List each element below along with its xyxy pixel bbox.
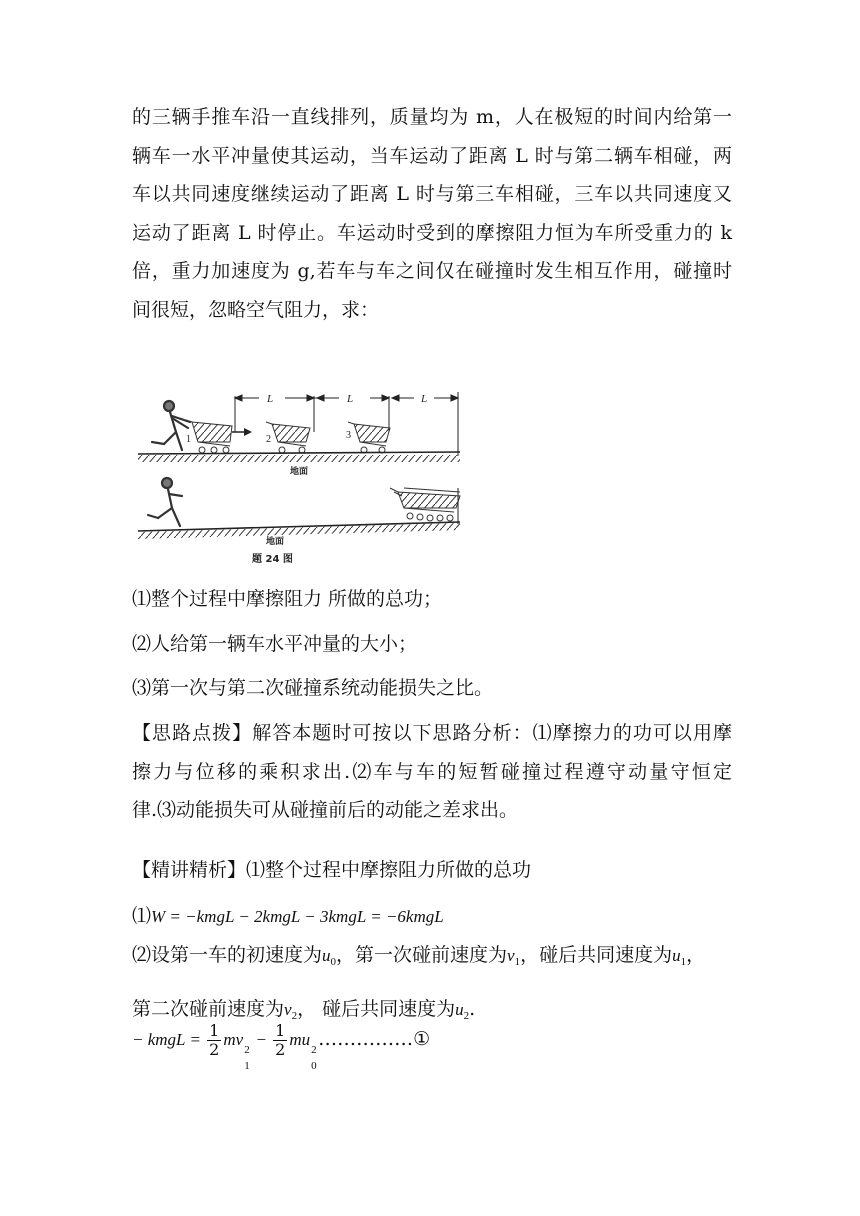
ground-line [138,522,460,539]
ground-label: 地面 [266,537,285,547]
equation-number: ……………① [318,1028,431,1050]
cart-label: 1 [186,434,191,445]
equation-1 [132,897,732,937]
distance-label: L [347,393,354,405]
fraction-half: $\frac{1}{2}$ [275,1020,286,1059]
eq2-mv: mv 2 1 [223,1030,250,1072]
text-run: ⑵设第一车的初速度为 [132,944,323,966]
stacked-carts-icon [390,488,460,521]
text-run: ，第一次碰前速度为 [336,944,508,966]
problem-line: 倍，重力加速度为 g,若车与车之间仅在碰撞时发生相互作用，碰撞时 [132,260,732,282]
hint-section [132,714,732,830]
equation-2 [132,1020,732,1072]
var-v1: $v_1$ [507,946,521,968]
distance-label: L [421,393,428,405]
cart-label: 2 [266,434,271,445]
cart-icon [266,422,310,453]
problem-line: 的三辆手推车沿一直线排列，质量均为 m，人在极短的时间内给第一 [132,106,732,128]
eq2-mu: mu 2 0 [289,1030,317,1072]
cart-label: 3 [346,430,351,441]
ground-line [138,452,460,462]
cart-icon [186,420,232,453]
problem-figure [134,384,464,569]
var-u0: $u_0$ [322,946,337,968]
cart-icon [348,422,390,453]
problem-statement [132,98,732,329]
problem-line: 间很短，忽略空气阻力，求： [132,298,380,321]
eq2-minus: − [251,1030,272,1049]
analysis-heading-text: 【精讲精析】⑴整个过程中摩擦阻力所做的总功 [132,859,532,881]
hint-line: 擦力与位移的乘积求出.⑵车与车的短暂碰撞过程遵守动量守恒定 [132,760,732,783]
eq2-left: − kmgL = [132,1030,206,1049]
question-3: ⑶第一次与第二次碰撞系统动能损失之比。 [132,677,494,699]
text-run: ， 碰后共同速度为 [297,997,456,1020]
hint-line: 律.⑶动能损失可从碰撞前后的动能之差求出。 [132,799,519,821]
person-icon [152,401,190,450]
var-v2: $v_2$ [284,999,298,1022]
problem-line: 车以共同速度继续运动了距离 L 时与第三车相碰，三车以共同速度又 [132,183,732,205]
work-equation: W = −kmgL − 2kmgL − 3kmgL = −6kmgL [151,907,444,926]
var-u2: $u_2$ [455,999,470,1022]
var-u1: $u_1$ [672,946,687,968]
text-run: ，碰后共同速度为 [520,944,673,966]
problem-line: 运动了距离 L 时停止。车运动时受到的摩擦阻力恒为车所受重力的 k [132,221,732,244]
equation-label: ⑴ [132,905,152,927]
question-2: ⑵人给第一辆车水平冲量的大小； [132,632,418,655]
hint-line: 【思路点拨】解答本题时可按以下思路分析：⑴摩擦力的功可以用摩 [132,722,732,744]
figure-caption: 题 24 图 [252,554,293,565]
person-icon [148,478,182,526]
questions [132,580,732,708]
problem-line: 辆车一水平冲量使其运动，当车运动了距离 L 时与第二辆车相碰，两 [132,144,732,167]
analysis-heading [132,851,732,890]
distance-label: L [267,393,274,405]
text-run: 第二次碰前速度为 [132,997,285,1020]
text-run: ， [686,944,706,966]
question-1: ⑴整个过程中摩擦阻力 所做的总功； [132,588,443,610]
ground-label: 地面 [290,467,309,477]
text-run: . [469,997,476,1020]
fraction-half: $\frac{1}{2}$ [209,1020,220,1059]
